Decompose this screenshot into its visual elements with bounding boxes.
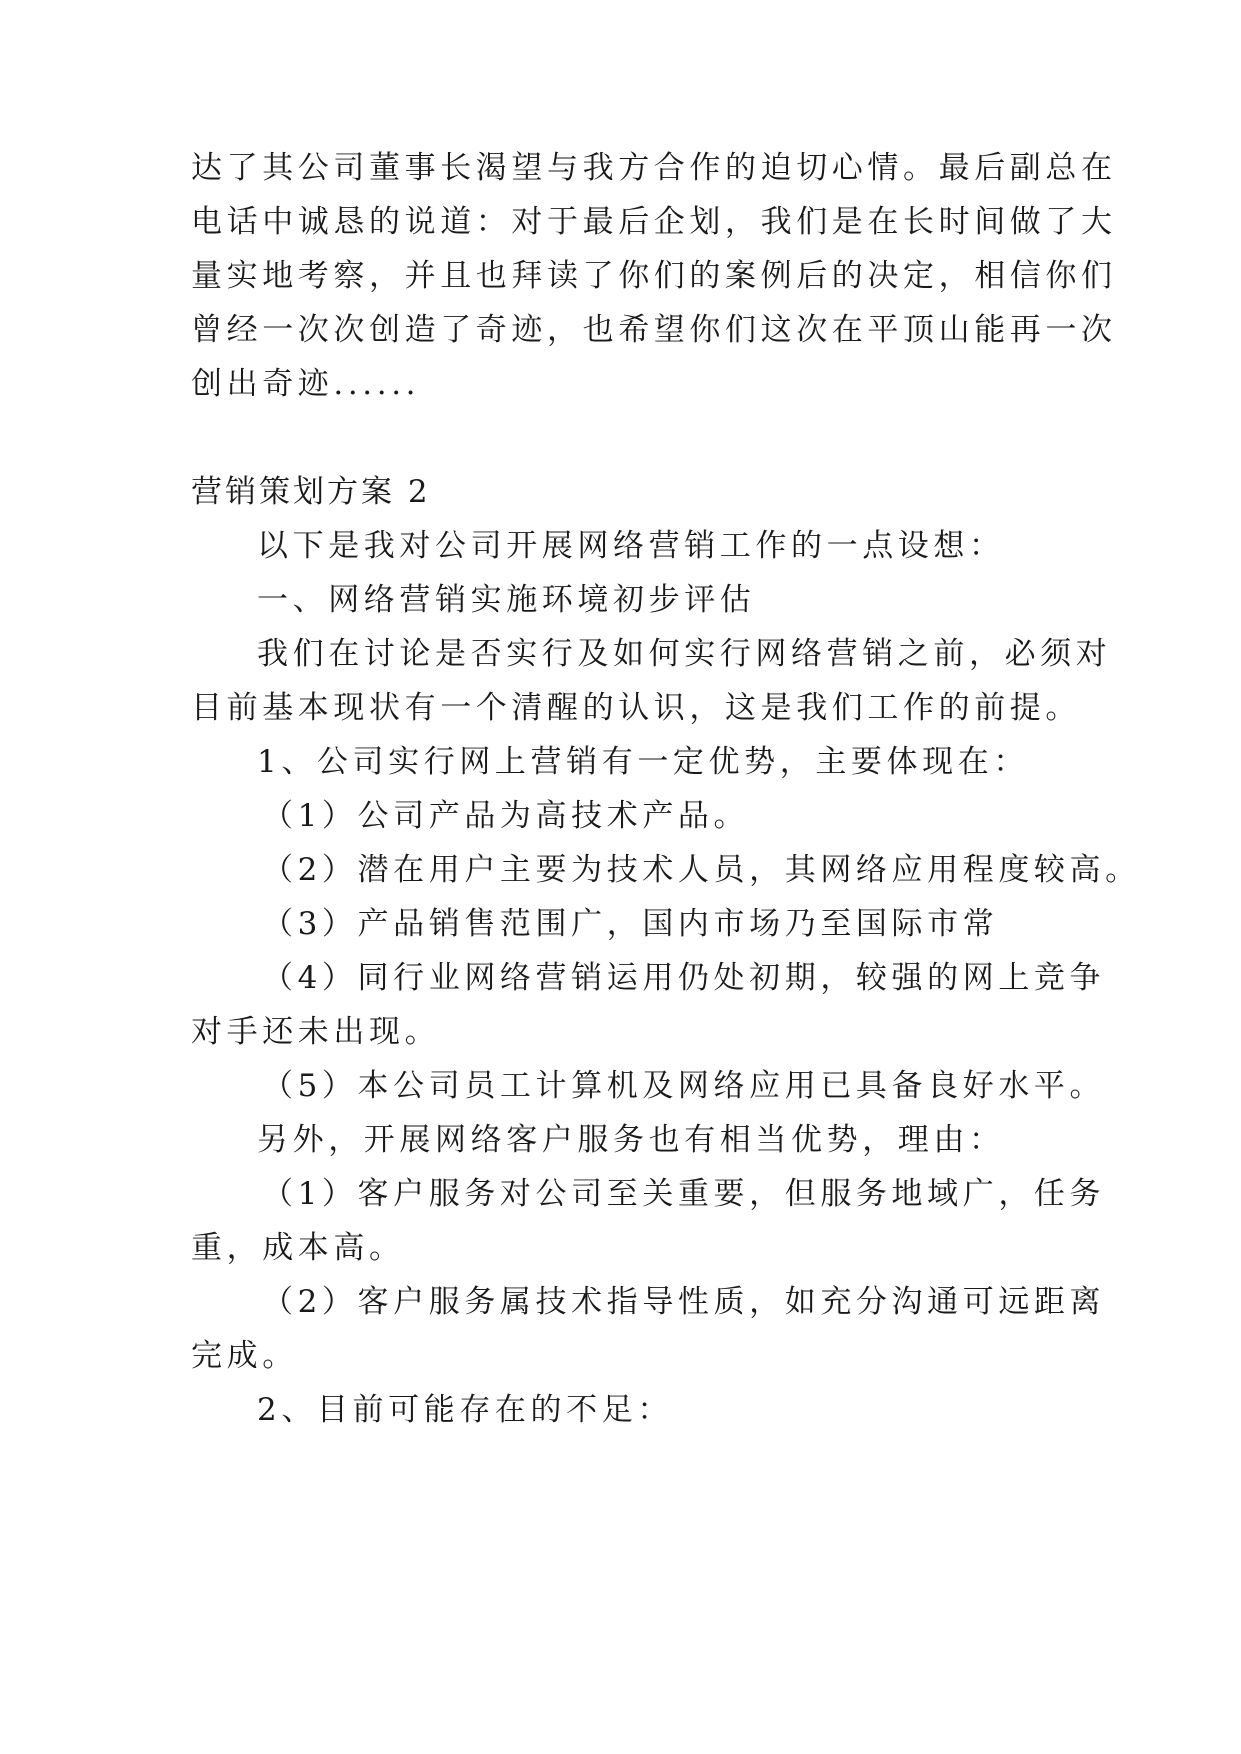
point-2-title: 2、目前可能存在的不足： (257, 1392, 673, 1428)
heading-1: 一、网络营销实施环境初步评估 (257, 582, 756, 618)
advantage-item-3: （3）产品销售范围广，国内市场乃至国际市常 (262, 906, 999, 942)
advantage-item-4: （4）同行业网络营销运用仍处初期，较强的网上竞争 (262, 960, 1106, 996)
continuation-line-2: 电话中诚恳的说道：对于最后企划，我们是在长时间做了大 (191, 204, 1117, 240)
continuation-line-5: 创出奇迹...... (191, 366, 421, 402)
intro-paragraph: 以下是我对公司开展网络营销工作的一点设想： (257, 528, 1005, 564)
service-item-2: （2）客户服务属技术指导性质，如充分沟通可远距离 (262, 1284, 1106, 1320)
continuation-line-4: 曾经一次次创造了奇迹，也希望你们这次在平顶山能再一次 (191, 312, 1117, 348)
advantage-item-4-cont: 对手还未出现。 (191, 1014, 441, 1050)
service-intro: 另外，开展网络客户服务也有相当优势，理由： (257, 1122, 1005, 1158)
paragraph-1-line-1: 我们在讨论是否实行及如何实行网络营销之前，必须对 (257, 636, 1112, 672)
service-item-1: （1）客户服务对公司至关重要，但服务地域广，任务 (262, 1176, 1106, 1212)
paragraph-1-line-2: 目前基本现状有一个清醒的认识，这是我们工作的前提。 (191, 690, 1081, 726)
continuation-line-3: 量实地考察，并且也拜读了你们的案例后的决定，相信你们 (191, 258, 1117, 294)
point-1-title: 1、公司实行网上营销有一定优势，主要体现在： (257, 744, 1029, 780)
advantage-item-1: （1）公司产品为高技术产品。 (262, 798, 750, 834)
advantage-item-5: （5）本公司员工计算机及网络应用已具备良好水平。 (262, 1068, 1106, 1104)
continuation-line-1: 达了其公司董事长渴望与我方合作的迫切心情。最后副总在 (191, 150, 1117, 186)
advantage-item-2: （2）潜在用户主要为技术人员，其网络应用程度较高。 (262, 852, 1141, 888)
section-title: 营销策划方案 2 (191, 474, 431, 510)
service-item-1-cont: 重，成本高。 (191, 1230, 405, 1266)
service-item-2-cont: 完成。 (191, 1338, 298, 1374)
